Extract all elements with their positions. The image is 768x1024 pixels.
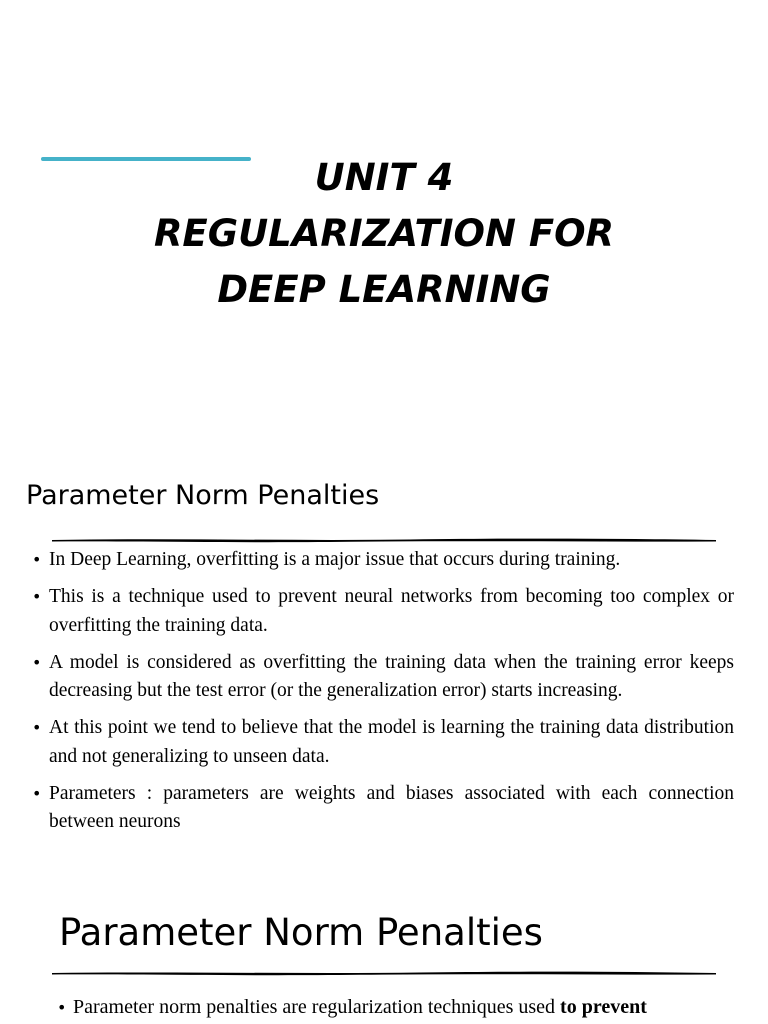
section-heading-large: Parameter Norm Penalties xyxy=(59,911,543,954)
list-item xyxy=(30,780,734,837)
bullet-text: Parameter norm penalties are regularization techniques used xyxy=(73,996,561,1018)
title-slide xyxy=(0,0,768,440)
title-line-topic-2: DEEP LEARNING xyxy=(217,268,551,311)
list-item xyxy=(30,649,734,706)
section-heading: Parameter Norm Penalties xyxy=(26,480,380,511)
slide-title xyxy=(0,150,768,318)
bullet-dot: • xyxy=(32,550,42,569)
bullet-dot: • xyxy=(32,587,42,606)
heading-underline xyxy=(50,968,718,978)
title-line-unit: UNIT 4 xyxy=(314,156,454,199)
bullet-text: A model is considered as overfitting the training data when the training error keeps decreasing but the test error (or the generalization error) starts increasing. xyxy=(49,651,734,701)
list-item xyxy=(30,714,734,771)
bullet-dot: • xyxy=(32,652,42,672)
bullet-dot: • xyxy=(57,998,67,1017)
bullet-text: Parameters : parameters are weights and biases associated with each connection between neurons xyxy=(49,782,734,832)
list-item xyxy=(30,546,734,575)
bullet-dot: • xyxy=(32,783,42,803)
bullet-list xyxy=(30,546,734,845)
bullet-text: In Deep Learning, overfitting is a major issue that occurs during training. xyxy=(49,549,621,570)
list-item xyxy=(30,583,734,640)
bullet-text: This is a technique used to prevent neural networks from becoming too complex or overfitting the training data. xyxy=(49,586,734,636)
bullet-list xyxy=(57,993,717,1022)
title-line-topic-1: REGULARIZATION FOR xyxy=(153,212,615,255)
heading-underline xyxy=(50,535,718,545)
bullet-text-bold: to prevent xyxy=(560,996,647,1018)
bullet-text: At this point we tend to believe that the model is learning the training data distribution and not generalizing to unseen data. xyxy=(49,717,734,767)
bullet-dot: • xyxy=(32,718,42,737)
list-item xyxy=(57,993,717,1022)
